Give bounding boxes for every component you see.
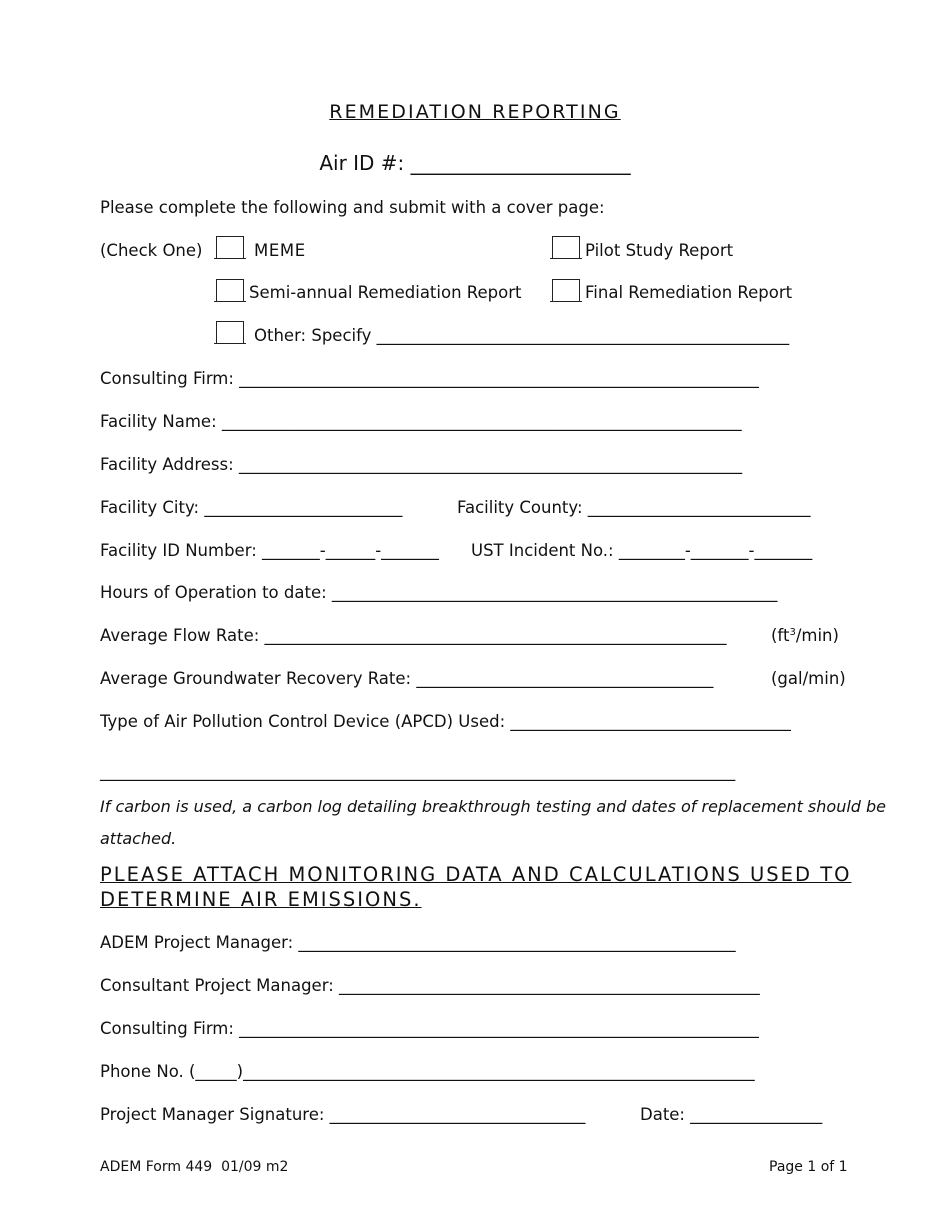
- air-id-field[interactable]: Air ID #: ______________________: [319, 151, 631, 175]
- final-report-checkbox[interactable]: [552, 279, 580, 301]
- consulting-firm-field[interactable]: Consulting Firm: _______________________________________________________________: [100, 369, 759, 388]
- form-id: ADEM Form 449 01/09 m2: [100, 1159, 289, 1175]
- pilot-study-label: Pilot Study Report: [585, 241, 734, 260]
- facility-county-field[interactable]: Facility County: ___________________________: [457, 498, 811, 517]
- carbon-note-line1: If carbon is used, a carbon log detailing breakthrough testing and dates of replacement should be: [100, 797, 887, 816]
- form-title: REMEDIATION REPORTING: [329, 101, 621, 123]
- check-one-label: (Check One): [100, 241, 203, 260]
- facility-address-field[interactable]: Facility Address: _____________________________________________________________: [100, 455, 743, 474]
- facility-id-field[interactable]: Facility ID Number: _______-______-_______: [100, 541, 439, 560]
- semi-annual-label: Semi-annual Remediation Report: [249, 283, 522, 302]
- hours-operation-field[interactable]: Hours of Operation to date: ______________________________________________________: [100, 583, 778, 602]
- semi-annual-checkbox[interactable]: [216, 279, 244, 301]
- instructions-text: Please complete the following and submit with a cover page:: [100, 198, 605, 217]
- apcd-field-line2[interactable]: _____________________________________________________________________________: [100, 762, 736, 781]
- signature-field[interactable]: Project Manager Signature: _______________________________: [100, 1105, 586, 1124]
- final-report-label: Final Remediation Report: [585, 283, 793, 302]
- consultant-pm-field[interactable]: Consultant Project Manager: ___________________________________________________: [100, 976, 760, 995]
- other-checkbox[interactable]: [216, 321, 244, 343]
- other-specify-field[interactable]: Other: Specify __________________________________________________: [254, 326, 790, 345]
- attach-data-heading: PLEASE ATTACH MONITORING DATA AND CALCULATIONS USED TO DETERMINE AIR EMISSIONS.: [100, 863, 852, 911]
- apcd-field[interactable]: Type of Air Pollution Control Device (APCD) Used: __________________________________: [100, 712, 791, 731]
- facility-name-field[interactable]: Facility Name: _______________________________________________________________: [100, 412, 742, 431]
- carbon-note-line2: attached.: [100, 829, 177, 848]
- avg-gw-recovery-field[interactable]: Average Groundwater Recovery Rate: ____________________________________: [100, 669, 714, 688]
- ust-incident-field[interactable]: UST Incident No.: ________-_______-_______: [471, 541, 813, 560]
- date-field[interactable]: Date: ________________: [640, 1105, 823, 1124]
- facility-city-field[interactable]: Facility City: ________________________: [100, 498, 403, 517]
- phone-field[interactable]: Phone No. (_____)______________________________________________________________: [100, 1062, 755, 1081]
- avg-flow-rate-unit: $(ft^3/\min)$: [771, 626, 839, 645]
- meme-label: MEME: [254, 241, 306, 260]
- avg-flow-rate-field[interactable]: Average Flow Rate: ________________________________________________________: [100, 626, 727, 645]
- meme-checkbox[interactable]: [216, 236, 244, 258]
- consulting-firm-field-2[interactable]: Consulting Firm: _______________________________________________________________: [100, 1019, 759, 1038]
- pilot-study-checkbox[interactable]: [552, 236, 580, 258]
- adem-pm-field[interactable]: ADEM Project Manager: _____________________________________________________: [100, 933, 736, 952]
- page-number: Page 1 of 1: [769, 1159, 848, 1175]
- avg-gw-recovery-unit: (gal/min): [771, 669, 846, 688]
